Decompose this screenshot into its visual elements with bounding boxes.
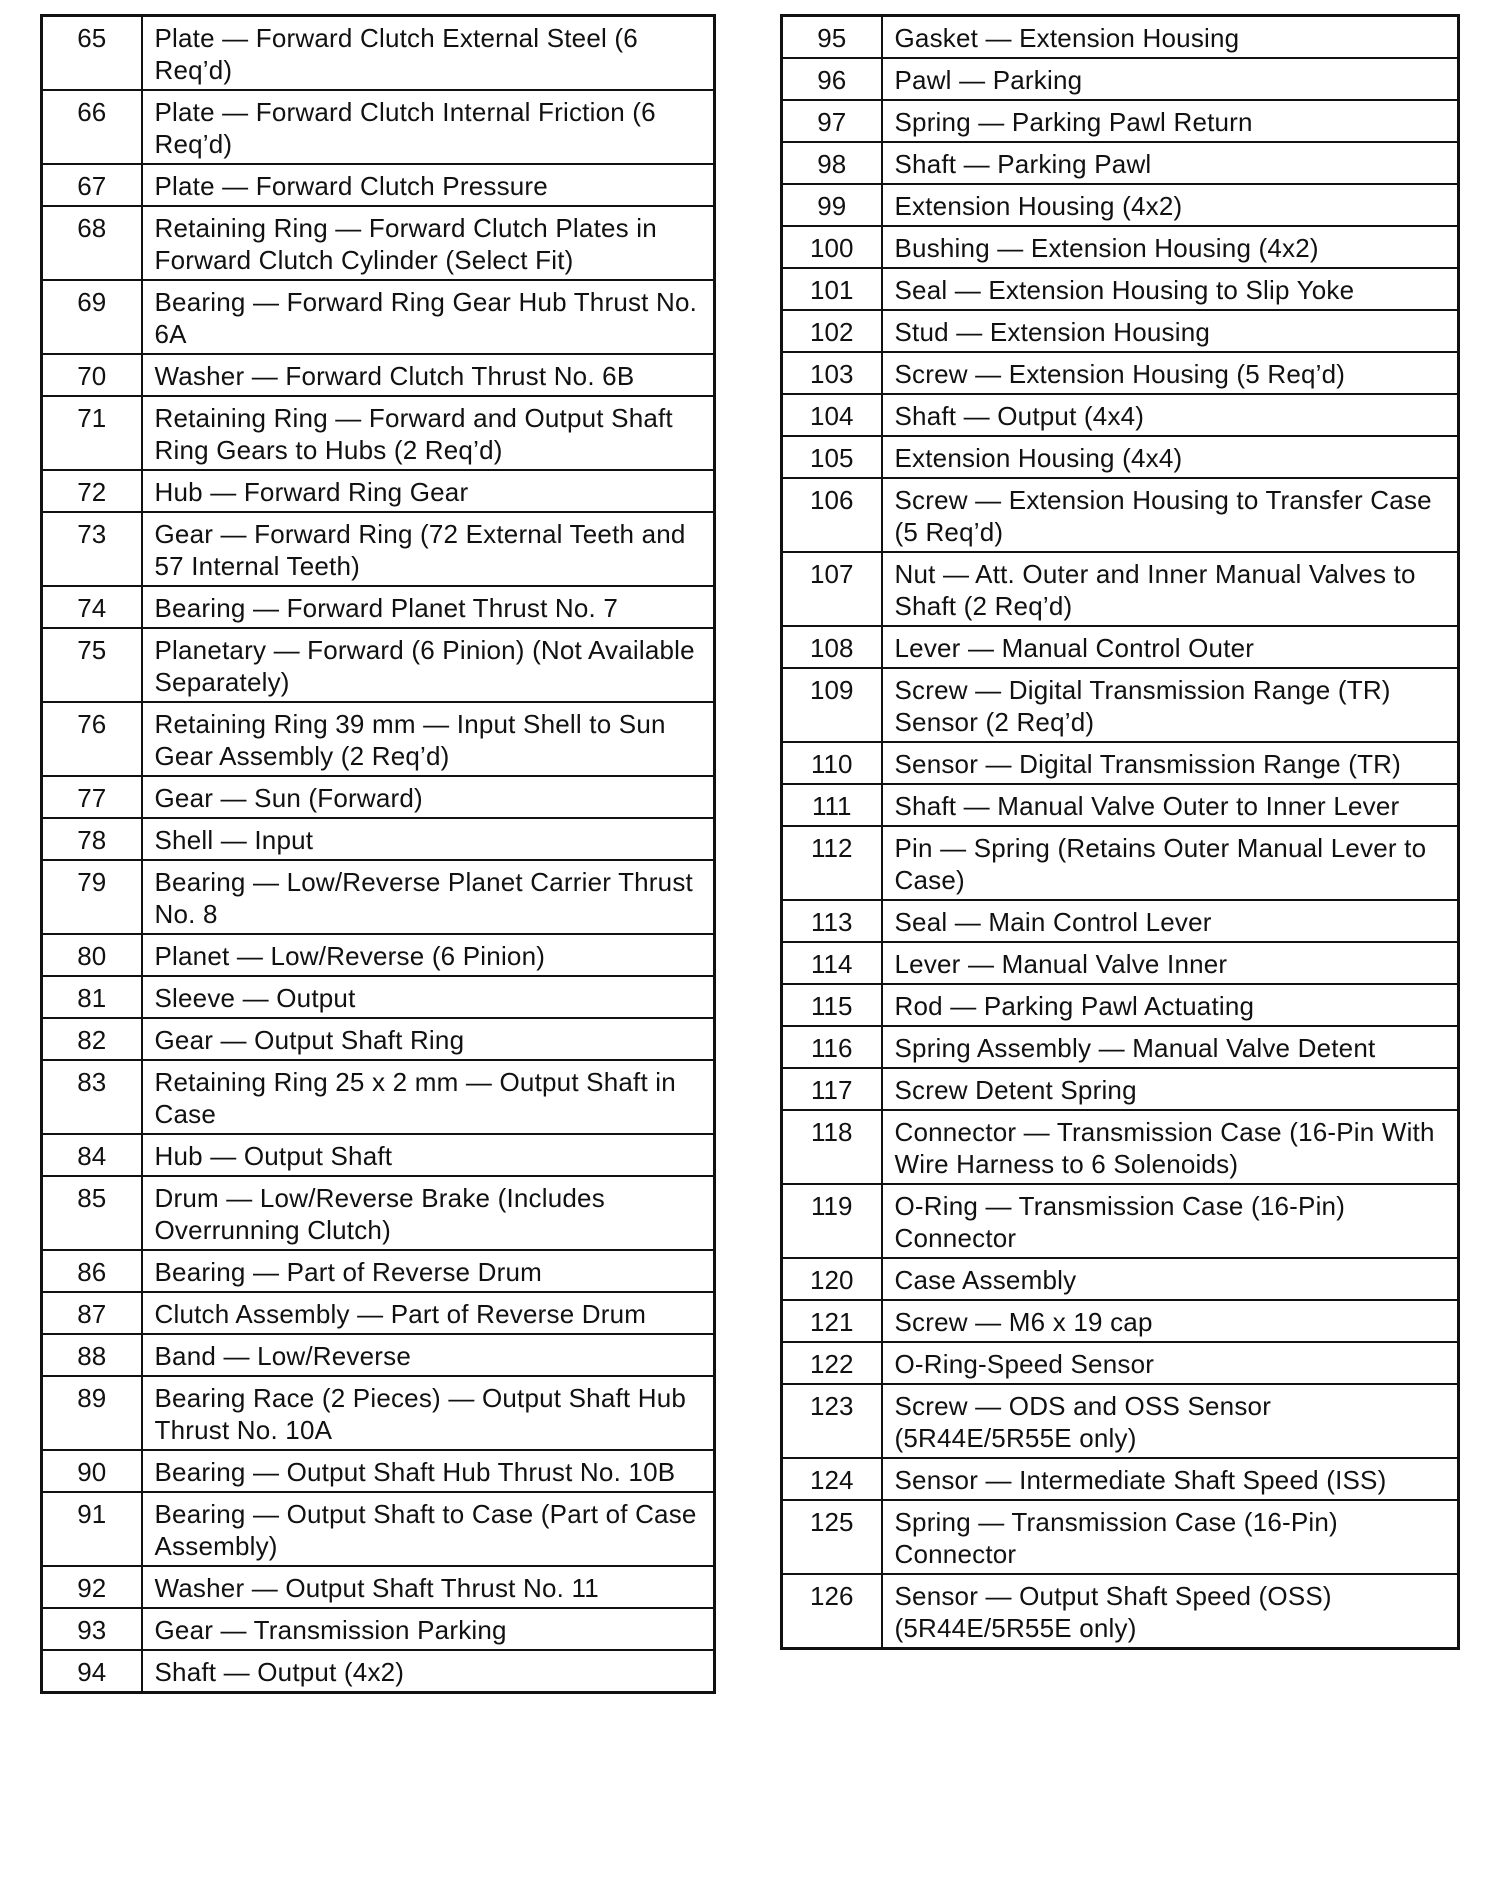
part-number: 66 bbox=[42, 90, 142, 164]
part-number: 108 bbox=[782, 626, 882, 668]
table-row bbox=[782, 352, 1459, 394]
table-row bbox=[782, 1258, 1459, 1300]
part-number: 76 bbox=[42, 702, 142, 776]
part-number: 97 bbox=[782, 100, 882, 142]
part-description: Clutch Assembly — Part of Reverse Drum bbox=[142, 1292, 715, 1334]
table-row bbox=[42, 1018, 715, 1060]
part-number: 90 bbox=[42, 1450, 142, 1492]
table-row bbox=[42, 776, 715, 818]
part-number: 69 bbox=[42, 280, 142, 354]
part-description: Gasket — Extension Housing bbox=[882, 16, 1459, 59]
part-description: Screw — Digital Transmission Range (TR) Sensor (2 Req’d) bbox=[882, 668, 1459, 742]
part-number: 81 bbox=[42, 976, 142, 1018]
part-number: 112 bbox=[782, 826, 882, 900]
table-row bbox=[782, 16, 1459, 59]
part-description: Plate — Forward Clutch Pressure bbox=[142, 164, 715, 206]
part-number: 113 bbox=[782, 900, 882, 942]
part-description: Hub — Forward Ring Gear bbox=[142, 470, 715, 512]
part-description: Bearing — Output Shaft Hub Thrust No. 10B bbox=[142, 1450, 715, 1492]
part-description: Pin — Spring (Retains Outer Manual Lever to Case) bbox=[882, 826, 1459, 900]
part-number: 75 bbox=[42, 628, 142, 702]
parts-table-left-body bbox=[42, 16, 715, 1693]
part-description: Band — Low/Reverse bbox=[142, 1334, 715, 1376]
table-row bbox=[782, 900, 1459, 942]
part-number: 104 bbox=[782, 394, 882, 436]
part-description: Gear — Output Shaft Ring bbox=[142, 1018, 715, 1060]
part-description: O-Ring — Transmission Case (16-Pin) Connector bbox=[882, 1184, 1459, 1258]
part-description: Sensor — Digital Transmission Range (TR) bbox=[882, 742, 1459, 784]
table-row bbox=[42, 280, 715, 354]
part-description: Screw — ODS and OSS Sensor (5R44E/5R55E only) bbox=[882, 1384, 1459, 1458]
part-number: 91 bbox=[42, 1492, 142, 1566]
part-number: 92 bbox=[42, 1566, 142, 1608]
table-row bbox=[782, 742, 1459, 784]
part-description: Bearing — Low/Reverse Planet Carrier Thrust No. 8 bbox=[142, 860, 715, 934]
table-row bbox=[782, 184, 1459, 226]
parts-table-right-body bbox=[782, 16, 1459, 1649]
part-description: Bushing — Extension Housing (4x2) bbox=[882, 226, 1459, 268]
part-description: Nut — Att. Outer and Inner Manual Valves to Shaft (2 Req’d) bbox=[882, 552, 1459, 626]
part-description: Bearing — Forward Planet Thrust No. 7 bbox=[142, 586, 715, 628]
table-row bbox=[42, 90, 715, 164]
part-description: Shaft — Output (4x2) bbox=[142, 1650, 715, 1693]
table-row bbox=[782, 478, 1459, 552]
part-number: 86 bbox=[42, 1250, 142, 1292]
part-description: Spring Assembly — Manual Valve Detent bbox=[882, 1026, 1459, 1068]
part-description: Sensor — Intermediate Shaft Speed (ISS) bbox=[882, 1458, 1459, 1500]
part-description: Shaft — Output (4x4) bbox=[882, 394, 1459, 436]
part-number: 95 bbox=[782, 16, 882, 59]
part-description: Gear — Transmission Parking bbox=[142, 1608, 715, 1650]
part-number: 77 bbox=[42, 776, 142, 818]
table-row bbox=[42, 1450, 715, 1492]
table-row bbox=[782, 436, 1459, 478]
table-row bbox=[782, 100, 1459, 142]
part-number: 96 bbox=[782, 58, 882, 100]
part-description: Washer — Output Shaft Thrust No. 11 bbox=[142, 1566, 715, 1608]
part-number: 68 bbox=[42, 206, 142, 280]
table-row bbox=[782, 942, 1459, 984]
part-number: 114 bbox=[782, 942, 882, 984]
part-number: 107 bbox=[782, 552, 882, 626]
table-row bbox=[42, 164, 715, 206]
table-row bbox=[42, 1608, 715, 1650]
part-description: Spring — Parking Pawl Return bbox=[882, 100, 1459, 142]
table-row bbox=[782, 310, 1459, 352]
table-row bbox=[782, 668, 1459, 742]
part-description: Lever — Manual Valve Inner bbox=[882, 942, 1459, 984]
table-row bbox=[782, 1342, 1459, 1384]
table-row bbox=[782, 1300, 1459, 1342]
part-description: Retaining Ring — Forward Clutch Plates in Forward Clutch Cylinder (Select Fit) bbox=[142, 206, 715, 280]
part-description: Lever — Manual Control Outer bbox=[882, 626, 1459, 668]
table-row bbox=[782, 226, 1459, 268]
part-number: 79 bbox=[42, 860, 142, 934]
part-description: Seal — Extension Housing to Slip Yoke bbox=[882, 268, 1459, 310]
part-number: 99 bbox=[782, 184, 882, 226]
table-row bbox=[782, 1574, 1459, 1649]
table-row bbox=[782, 1458, 1459, 1500]
table-row bbox=[42, 1060, 715, 1134]
part-number: 105 bbox=[782, 436, 882, 478]
table-row bbox=[782, 58, 1459, 100]
table-row bbox=[42, 512, 715, 586]
table-row bbox=[42, 354, 715, 396]
part-description: Washer — Forward Clutch Thrust No. 6B bbox=[142, 354, 715, 396]
part-description: Bearing — Forward Ring Gear Hub Thrust No. 6A bbox=[142, 280, 715, 354]
table-row bbox=[782, 1184, 1459, 1258]
table-row bbox=[42, 1250, 715, 1292]
part-description: Extension Housing (4x2) bbox=[882, 184, 1459, 226]
part-description: Planetary — Forward (6 Pinion) (Not Available Separately) bbox=[142, 628, 715, 702]
part-number: 98 bbox=[782, 142, 882, 184]
part-description: Seal — Main Control Lever bbox=[882, 900, 1459, 942]
part-number: 100 bbox=[782, 226, 882, 268]
part-description: Bearing — Part of Reverse Drum bbox=[142, 1250, 715, 1292]
table-row bbox=[42, 860, 715, 934]
part-number: 106 bbox=[782, 478, 882, 552]
table-row bbox=[782, 826, 1459, 900]
part-number: 73 bbox=[42, 512, 142, 586]
part-number: 123 bbox=[782, 1384, 882, 1458]
part-description: Extension Housing (4x4) bbox=[882, 436, 1459, 478]
part-description: Shaft — Parking Pawl bbox=[882, 142, 1459, 184]
part-description: Sensor — Output Shaft Speed (OSS) (5R44E/5R55E only) bbox=[882, 1574, 1459, 1649]
part-description: Connector — Transmission Case (16-Pin With Wire Harness to 6 Solenoids) bbox=[882, 1110, 1459, 1184]
part-number: 65 bbox=[42, 16, 142, 91]
table-row bbox=[782, 1068, 1459, 1110]
part-number: 74 bbox=[42, 586, 142, 628]
part-description: Screw Detent Spring bbox=[882, 1068, 1459, 1110]
part-description: Rod — Parking Pawl Actuating bbox=[882, 984, 1459, 1026]
part-description: Shaft — Manual Valve Outer to Inner Lever bbox=[882, 784, 1459, 826]
part-number: 85 bbox=[42, 1176, 142, 1250]
part-number: 121 bbox=[782, 1300, 882, 1342]
table-row bbox=[42, 16, 715, 91]
table-row bbox=[42, 1134, 715, 1176]
part-number: 87 bbox=[42, 1292, 142, 1334]
table-row bbox=[782, 1384, 1459, 1458]
part-number: 72 bbox=[42, 470, 142, 512]
part-description: Retaining Ring 25 x 2 mm — Output Shaft in Case bbox=[142, 1060, 715, 1134]
part-description: O-Ring-Speed Sensor bbox=[882, 1342, 1459, 1384]
part-description: Planet — Low/Reverse (6 Pinion) bbox=[142, 934, 715, 976]
parts-table-right bbox=[780, 14, 1460, 1650]
part-number: 83 bbox=[42, 1060, 142, 1134]
part-description: Retaining Ring — Forward and Output Shaft Ring Gears to Hubs (2 Req’d) bbox=[142, 396, 715, 470]
table-row bbox=[782, 784, 1459, 826]
table-row bbox=[782, 1110, 1459, 1184]
table-row bbox=[42, 818, 715, 860]
part-number: 103 bbox=[782, 352, 882, 394]
table-row bbox=[42, 396, 715, 470]
table-row bbox=[782, 394, 1459, 436]
part-number: 110 bbox=[782, 742, 882, 784]
table-row bbox=[42, 586, 715, 628]
table-row bbox=[42, 1566, 715, 1608]
table-row bbox=[42, 1292, 715, 1334]
table-row bbox=[42, 976, 715, 1018]
part-description: Bearing — Output Shaft to Case (Part of Case Assembly) bbox=[142, 1492, 715, 1566]
table-row bbox=[42, 1176, 715, 1250]
part-description: Gear — Forward Ring (72 External Teeth and 57 Internal Teeth) bbox=[142, 512, 715, 586]
part-description: Shell — Input bbox=[142, 818, 715, 860]
table-row bbox=[42, 470, 715, 512]
part-number: 93 bbox=[42, 1608, 142, 1650]
part-description: Gear — Sun (Forward) bbox=[142, 776, 715, 818]
part-number: 88 bbox=[42, 1334, 142, 1376]
part-number: 126 bbox=[782, 1574, 882, 1649]
part-number: 80 bbox=[42, 934, 142, 976]
part-description: Bearing Race (2 Pieces) — Output Shaft Hub Thrust No. 10A bbox=[142, 1376, 715, 1450]
table-row bbox=[782, 268, 1459, 310]
table-row bbox=[42, 934, 715, 976]
part-number: 67 bbox=[42, 164, 142, 206]
part-number: 125 bbox=[782, 1500, 882, 1574]
part-description: Screw — M6 x 19 cap bbox=[882, 1300, 1459, 1342]
table-row bbox=[42, 1650, 715, 1693]
part-number: 122 bbox=[782, 1342, 882, 1384]
part-number: 101 bbox=[782, 268, 882, 310]
table-row bbox=[42, 1492, 715, 1566]
part-number: 78 bbox=[42, 818, 142, 860]
table-row bbox=[782, 1500, 1459, 1574]
part-description: Spring — Transmission Case (16-Pin) Connector bbox=[882, 1500, 1459, 1574]
part-description: Pawl — Parking bbox=[882, 58, 1459, 100]
table-row bbox=[782, 552, 1459, 626]
table-row bbox=[42, 628, 715, 702]
part-number: 119 bbox=[782, 1184, 882, 1258]
part-description: Case Assembly bbox=[882, 1258, 1459, 1300]
part-number: 70 bbox=[42, 354, 142, 396]
part-number: 94 bbox=[42, 1650, 142, 1693]
table-row bbox=[42, 1376, 715, 1450]
table-row bbox=[782, 1026, 1459, 1068]
part-description: Drum — Low/Reverse Brake (Includes Overrunning Clutch) bbox=[142, 1176, 715, 1250]
parts-table-left bbox=[40, 14, 716, 1694]
part-number: 84 bbox=[42, 1134, 142, 1176]
part-number: 109 bbox=[782, 668, 882, 742]
part-number: 89 bbox=[42, 1376, 142, 1450]
part-number: 120 bbox=[782, 1258, 882, 1300]
table-row bbox=[42, 702, 715, 776]
part-description: Hub — Output Shaft bbox=[142, 1134, 715, 1176]
part-description: Screw — Extension Housing to Transfer Case (5 Req’d) bbox=[882, 478, 1459, 552]
part-description: Sleeve — Output bbox=[142, 976, 715, 1018]
part-description: Stud — Extension Housing bbox=[882, 310, 1459, 352]
part-number: 82 bbox=[42, 1018, 142, 1060]
part-number: 124 bbox=[782, 1458, 882, 1500]
part-number: 71 bbox=[42, 396, 142, 470]
part-number: 117 bbox=[782, 1068, 882, 1110]
table-row bbox=[782, 142, 1459, 184]
part-number: 111 bbox=[782, 784, 882, 826]
part-description: Plate — Forward Clutch Internal Friction (6 Req’d) bbox=[142, 90, 715, 164]
part-description: Retaining Ring 39 mm — Input Shell to Sun Gear Assembly (2 Req’d) bbox=[142, 702, 715, 776]
table-row bbox=[42, 206, 715, 280]
part-number: 102 bbox=[782, 310, 882, 352]
table-row bbox=[42, 1334, 715, 1376]
part-number: 118 bbox=[782, 1110, 882, 1184]
part-description: Plate — Forward Clutch External Steel (6 Req’d) bbox=[142, 16, 715, 91]
table-row bbox=[782, 984, 1459, 1026]
part-number: 116 bbox=[782, 1026, 882, 1068]
table-row bbox=[782, 626, 1459, 668]
part-description: Screw — Extension Housing (5 Req’d) bbox=[882, 352, 1459, 394]
part-number: 115 bbox=[782, 984, 882, 1026]
